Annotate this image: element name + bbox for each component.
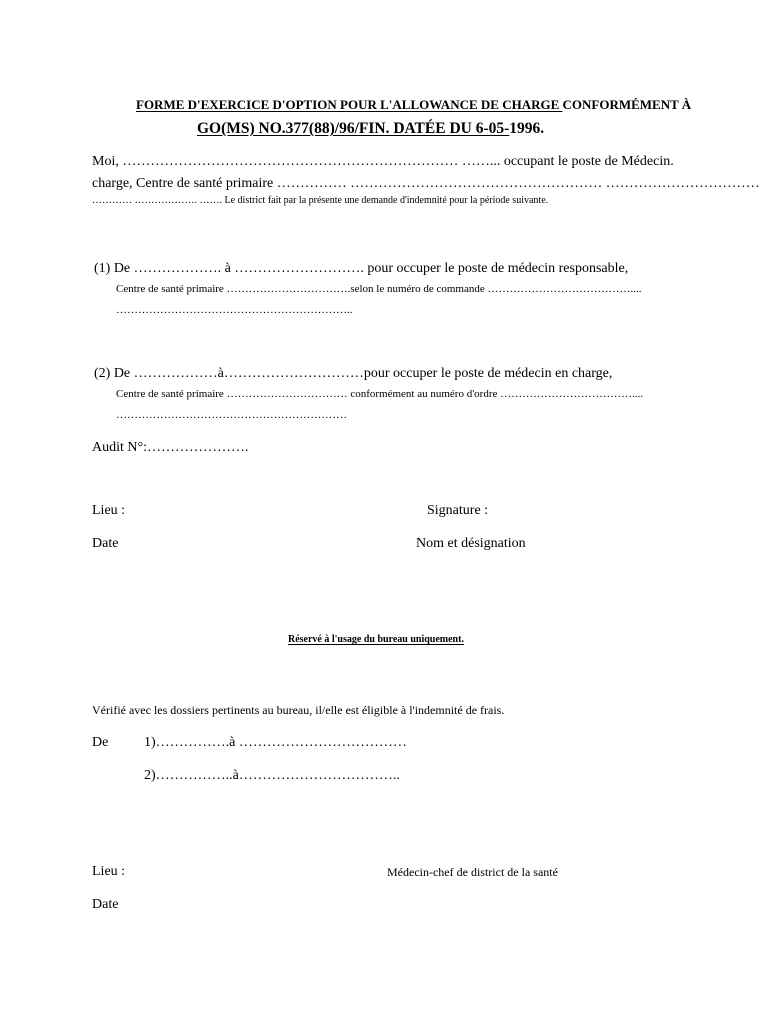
period-2-line-3: ……………………………………………………… xyxy=(116,409,347,421)
period-2-line-1: (2) De ………………à…………………………pour occuper le poste de médecin en charge, xyxy=(94,366,613,381)
period-2-line-2: Centre de santé primaire …………………………… conformément au numéro d'ordre ……………………………….... xyxy=(116,388,644,400)
lieu-label: Lieu : xyxy=(92,503,126,518)
form-title-line-2-rest: 1996. xyxy=(509,120,545,137)
intro-line-3-text: Le district fait par la présente une demande d'indemnité pour la période suivante. xyxy=(224,195,549,206)
form-title-line-1-underlined: FORME D'EXERCICE D'OPTION POUR L'ALLOWANCE DE CHARGE xyxy=(136,97,563,112)
office-period-1: 1)…………….à ……………………………… xyxy=(144,735,407,750)
form-title-line-2 xyxy=(197,121,544,137)
office-de-label: De xyxy=(92,735,109,750)
office-period-2: 2)……………..à…………………………….. xyxy=(144,768,400,783)
intro-line-3 xyxy=(92,196,548,206)
period-1-line-1: (1) De ………………. à ………………………. pour occuper le poste de médecin responsable, xyxy=(94,261,629,276)
period-1-line-2: Centre de santé primaire …………………………….selon le numéro de commande ………………………………….... xyxy=(116,283,642,295)
form-title-line-2-underlined: GO(MS) NO.377(88)/96/FIN. DATÉE DU 6-05- xyxy=(197,120,510,137)
office-use-heading: Réservé à l'usage du bureau uniquement. xyxy=(288,634,464,645)
office-lieu-label: Lieu : xyxy=(92,864,126,879)
date-label: Date xyxy=(92,536,119,551)
intro-line-1: Moi, ……………………………………………………………… ……... occupant le poste de Médecin. xyxy=(92,154,674,169)
office-date-label: Date xyxy=(92,897,119,912)
name-designation-label: Nom et désignation xyxy=(416,536,526,551)
signature-label: Signature : xyxy=(427,503,489,518)
district-chief-label: Médecin-chef de district de la santé xyxy=(387,865,558,879)
intro-line-2: charge, Centre de santé primaire …………… ……………………………………………… …………………………… xyxy=(92,176,760,191)
form-title-line-1 xyxy=(136,98,691,111)
form-title-line-1-rest: CONFORMÉMENT À xyxy=(562,97,692,112)
intro-line-3-dots: ………… ………………. ……. xyxy=(92,195,222,206)
verification-statement: Vérifié avec les dossiers pertinents au bureau, il/elle est éligible à l'indemnité de frais. xyxy=(92,703,505,717)
period-1-line-3: ……………………………………………………….. xyxy=(116,304,353,316)
audit-number: Audit N°:…………………. xyxy=(92,440,249,455)
